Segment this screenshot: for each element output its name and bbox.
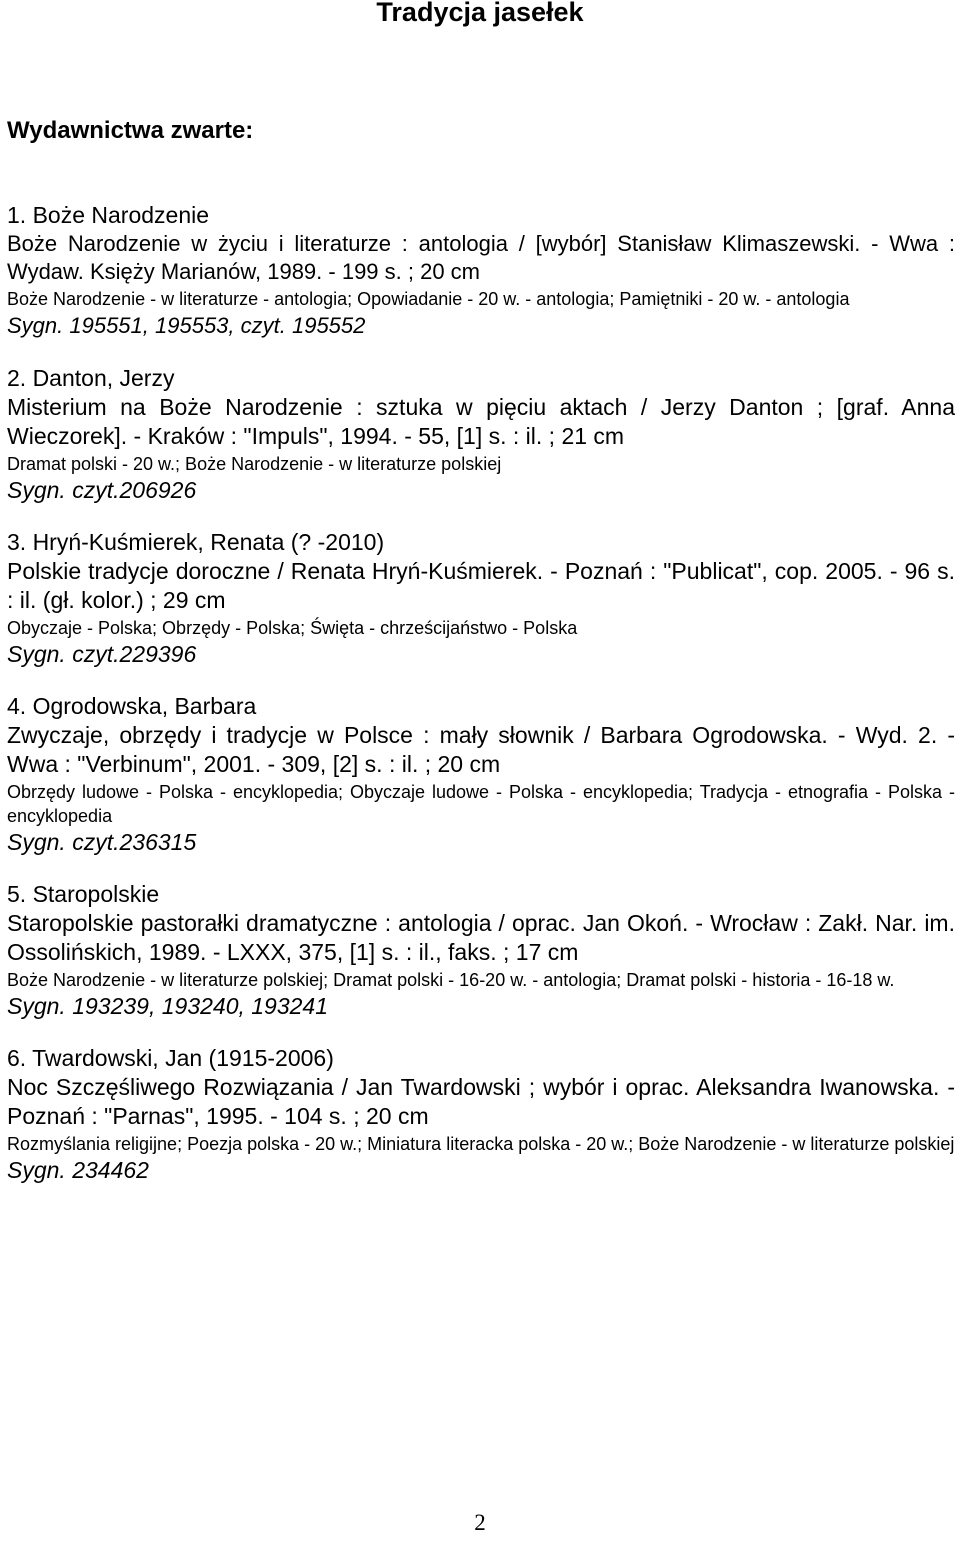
entry-subjects: Dramat polski - 20 w.; Boże Narodzenie - w literaturze polskiej bbox=[7, 454, 502, 474]
entry-call-number: Sygn. czyt.206926 bbox=[7, 477, 197, 503]
entry-heading: 5. Staropolskie bbox=[7, 881, 160, 907]
entry-heading: 3. Hryń-Kuśmierek, Renata (? -2010) bbox=[7, 529, 385, 555]
bibliography-entry bbox=[7, 200, 955, 341]
section-heading: Wydawnictwa zwarte: bbox=[7, 117, 254, 144]
entry-description: Staropolskie pastorałki dramatyczne : antologia / oprac. Jan Okoń. - Wrocław : Zakł. Nar. im. Ossolińskich, 1989. - LXXX, 375, [1] s. : il., faks. ; 17 cm bbox=[7, 910, 955, 965]
entry-call-number: Sygn. 195551, 195553, czyt. 195552 bbox=[7, 313, 366, 338]
entry-subjects: Obyczaje - Polska; Obrzędy - Polska; Święta - chrześcijaństwo - Polska bbox=[7, 618, 578, 638]
entry-subjects: Obrzędy ludowe - Polska - encyklopedia; Obyczaje ludowe - Polska - encyklopedia; Tradycja - etnografia - Polska - encyklopedia bbox=[7, 782, 955, 826]
entry-call-number: Sygn. 193239, 193240, 193241 bbox=[7, 993, 329, 1019]
entry-heading: 6. Twardowski, Jan (1915-2006) bbox=[7, 1045, 334, 1071]
entry-description: Polskie tradycje doroczne / Renata Hryń-Kuśmierek. - Poznań : "Publicat", cop. 2005. - 96 s. : il. (gł. kolor.) ; 29 cm bbox=[7, 558, 955, 613]
entry-heading: 4. Ogrodowska, Barbara bbox=[7, 693, 257, 719]
entry-description: Noc Szczęśliwego Rozwiązania / Jan Twardowski ; wybór i oprac. Aleksandra Iwanowska. - Poznań : "Parnas", 1995. - 104 s. ; 20 cm bbox=[7, 1074, 955, 1129]
entry-heading: 1. Boże Narodzenie bbox=[7, 202, 210, 228]
entry-heading: 2. Danton, Jerzy bbox=[7, 365, 175, 391]
bibliography-entry bbox=[7, 691, 955, 857]
bibliography-entry bbox=[7, 879, 955, 1021]
entry-description: Boże Narodzenie w życiu i literaturze : antologia / [wybór] Stanisław Klimaszewski. - Wwa : Wydaw. Księży Marianów, 1989. - 199 s. ; 20 cm bbox=[7, 231, 955, 284]
entry-subjects: Boże Narodzenie - w literaturze - antologia; Opowiadanie - 20 w. - antologia; Pamiętniki - 20 w. - antologia bbox=[7, 289, 850, 309]
bibliography-entry bbox=[7, 1043, 955, 1185]
document-title: Tradycja jasełek bbox=[376, 0, 584, 27]
bibliography-list bbox=[7, 200, 955, 1207]
entry-subjects: Rozmyślania religijne; Poezja polska - 20 w.; Miniatura literacka polska - 20 w.; Boże Narodzenie - w literaturze polskiej bbox=[7, 1134, 955, 1154]
bibliography-entry bbox=[7, 527, 955, 669]
entry-description: Misterium na Boże Narodzenie : sztuka w pięciu aktach / Jerzy Danton ; [graf. Anna Wieczorek]. - Kraków : "Impuls", 1994. - 55, [1] s. : il. ; 21 cm bbox=[7, 394, 955, 449]
entry-call-number: Sygn. czyt.236315 bbox=[7, 829, 197, 855]
entry-call-number: Sygn. 234462 bbox=[7, 1157, 149, 1183]
entry-description: Zwyczaje, obrzędy i tradycje w Polsce : mały słownik / Barbara Ogrodowska. - Wyd. 2. - Wwa : "Verbinum", 2001. - 309, [2] s. : il. ; 20 cm bbox=[7, 722, 955, 777]
entry-call-number: Sygn. czyt.229396 bbox=[7, 641, 197, 667]
bibliography-entry bbox=[7, 363, 955, 505]
entry-subjects: Boże Narodzenie - w literaturze polskiej; Dramat polski - 16-20 w. - antologia; Dramat polski - historia - 16-18 w. bbox=[7, 970, 895, 990]
page-number: 2 bbox=[474, 1510, 486, 1535]
